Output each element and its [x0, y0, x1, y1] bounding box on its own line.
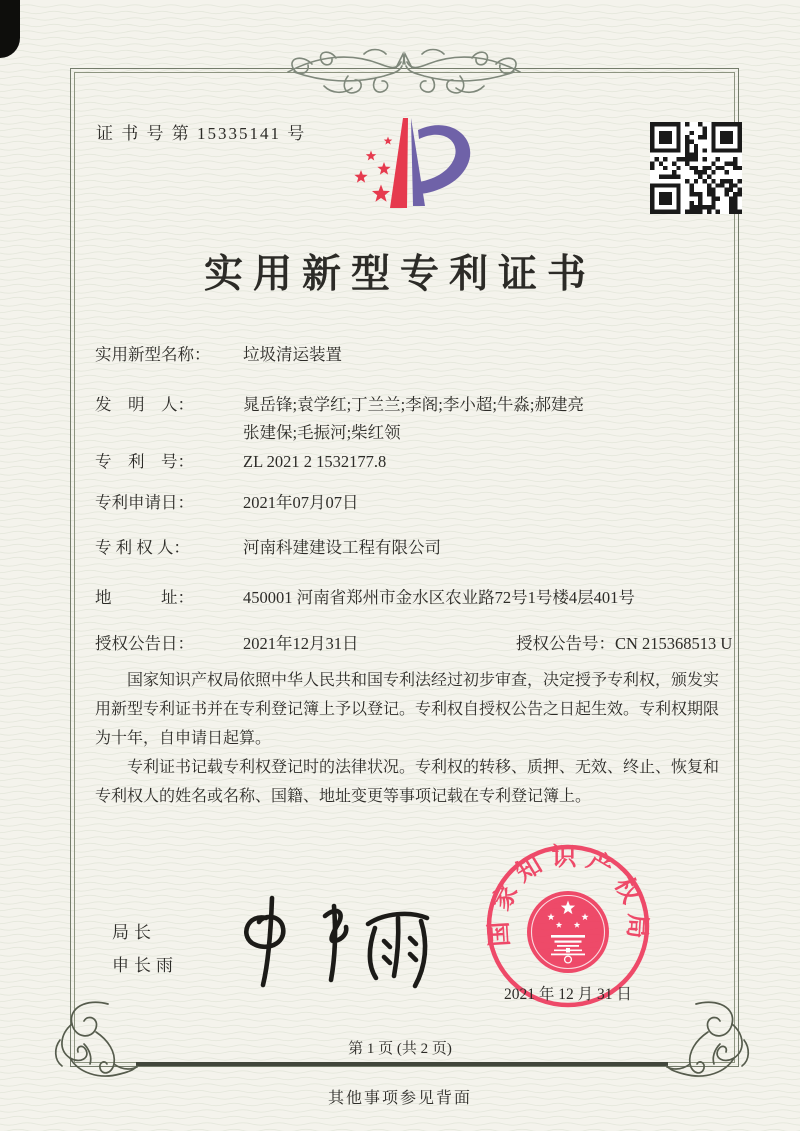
field-filing-date [95, 489, 359, 513]
page-number: 第 1 页 (共 2 页) [348, 1041, 452, 1057]
field-grant-number-label: 授权公告号： [516, 634, 615, 653]
field-address-label: 地 址： [95, 588, 194, 607]
director-signature-icon [222, 888, 437, 993]
field-inventors-value-line2: 张建保;毛振河;柴红领 [243, 423, 401, 442]
qr-code-icon [650, 122, 742, 214]
director-title: 局长 [112, 923, 156, 942]
field-patent-number-value: ZL 2021 2 1532177.8 [243, 452, 387, 471]
certificate-number: 证 书 号 第 15335141 号 [96, 124, 307, 143]
field-name-label: 实用新型名称： [95, 345, 211, 364]
back-side-note: 其他事项参见背面 [327, 1090, 472, 1107]
certificate-title: 实用新型专利证书 [203, 253, 596, 296]
field-patent-number-label: 专 利 号： [95, 452, 194, 471]
field-grant-date-label: 授权公告日： [95, 634, 194, 653]
field-name [95, 341, 342, 365]
field-grant-number [516, 630, 732, 654]
field-patentee [95, 534, 441, 558]
legal-paragraph-2: 专利证书记载专利权登记时的法律状况。专利权的转移、质押、无效、终止、恢复和专利权人的姓名或名称、国籍、地址变更等事项记载在专利登记簿上。 [95, 759, 720, 805]
field-inventors-value-line1: 晁岳锋;袁学红;丁兰兰;李阁;李小超;牛淼;郝建亮 [243, 395, 585, 414]
logo-stars [354, 137, 392, 202]
seal-date: 2021 年 12 月 31 日 [504, 986, 632, 1003]
field-patentee-label: 专 利 权 人： [95, 538, 190, 557]
cnipa-logo-icon [328, 106, 493, 234]
seal-national-emblem [527, 891, 609, 973]
logo-red-wedge [390, 118, 408, 208]
field-grant-date-value: 2021年12月31日 [243, 634, 359, 653]
field-address [95, 584, 635, 608]
seal-text: 国家知识产权局 [485, 843, 651, 948]
legal-text [95, 666, 719, 811]
field-grant-number-value: CN 215368513 U [615, 634, 733, 653]
field-filing-date-label: 专利申请日： [95, 493, 194, 512]
field-name-value: 垃圾清运装置 [243, 345, 342, 364]
director-name: 申长雨 [112, 956, 178, 975]
field-inventors [95, 391, 584, 415]
field-address-value: 450001 河南省郑州市金水区农业路72号1号楼4层401号 [243, 588, 635, 607]
top-flourish-ornament [284, 42, 524, 100]
field-filing-date-value: 2021年07月07日 [243, 493, 359, 512]
bottom-heavy-rule [136, 1062, 668, 1066]
legal-paragraph-1: 国家知识产权局依照中华人民共和国专利法经过初步审查，决定授予专利权，颁发实用新型专利证书并在专利登记簿上予以登记。专利权自授权公告之日起生效。专利权期限为十年，自申请日起算。 [95, 672, 720, 747]
field-patentee-value: 河南科建建设工程有限公司 [243, 538, 441, 557]
field-grant [95, 630, 733, 654]
field-patent-number [95, 448, 386, 472]
field-inventors-label: 发 明 人： [95, 395, 194, 414]
logo-purple-p [411, 118, 470, 206]
